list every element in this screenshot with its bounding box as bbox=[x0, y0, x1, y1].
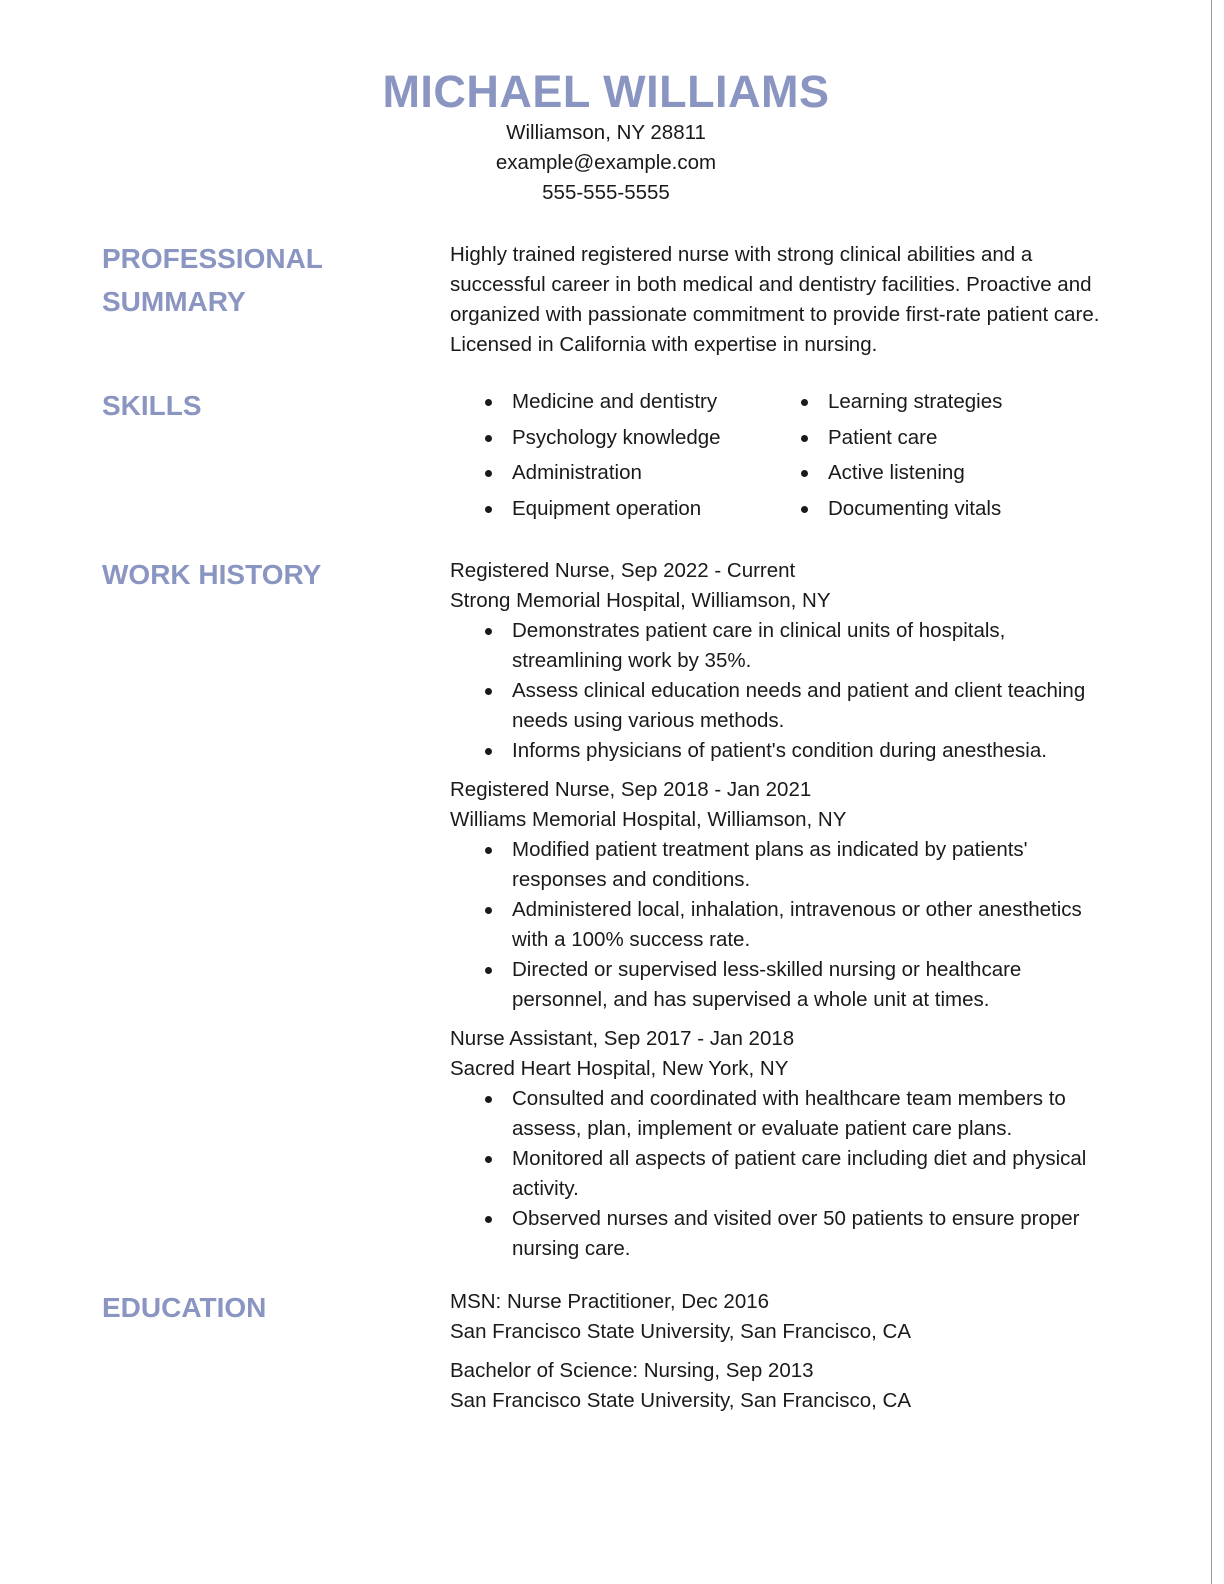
summary-body bbox=[450, 240, 1120, 360]
skill-item: Administration bbox=[484, 455, 800, 491]
job-employer: Strong Memorial Hospital, Williamson, NY bbox=[450, 589, 831, 612]
skill-item: Learning strategies bbox=[800, 384, 1116, 420]
skills-body bbox=[450, 384, 1120, 526]
skill-item: Medicine and dentistry bbox=[484, 384, 800, 420]
page-edge-divider bbox=[1211, 0, 1212, 1584]
skill-item: Documenting vitals bbox=[800, 491, 1116, 527]
job-entry bbox=[450, 1024, 1120, 1264]
education-school: San Francisco State University, San Francisco, CA bbox=[450, 1389, 912, 1412]
education-entry bbox=[450, 1356, 1120, 1416]
job-entry bbox=[450, 775, 1120, 1015]
candidate-name: MICHAEL WILLIAMS bbox=[382, 66, 830, 117]
skill-item: Patient care bbox=[800, 420, 1116, 456]
education-degree: MSN: Nurse Practitioner, Dec 2016 bbox=[450, 1290, 770, 1313]
skills-grid bbox=[450, 384, 1120, 526]
job-duty-item: Consulted and coordinated with healthcare team members to assess, plan, implement or evaluate patient care plans. bbox=[512, 1084, 1120, 1144]
skills-column-left bbox=[484, 384, 800, 526]
education-entry bbox=[450, 1287, 1120, 1347]
summary-heading-line1: PROFESSIONAL bbox=[102, 243, 323, 274]
resume-header bbox=[0, 66, 1212, 208]
education-body bbox=[450, 1287, 1120, 1425]
contact-email: example@example.com bbox=[495, 151, 717, 174]
work-history-heading: WORK HISTORY bbox=[102, 559, 322, 590]
job-duty-item: Monitored all aspects of patient care including diet and physical activity. bbox=[512, 1144, 1120, 1204]
job-employer: Williams Memorial Hospital, Williamson, NY bbox=[450, 808, 847, 831]
skill-item: Psychology knowledge bbox=[484, 420, 800, 456]
job-duties bbox=[450, 616, 1120, 766]
skill-item: Equipment operation bbox=[484, 491, 800, 527]
job-duties bbox=[450, 1084, 1120, 1264]
job-duty-item: Observed nurses and visited over 50 patients to ensure proper nursing care. bbox=[512, 1204, 1120, 1264]
job-entry bbox=[450, 556, 1120, 766]
skill-item: Active listening bbox=[800, 455, 1116, 491]
job-title: Registered Nurse, Sep 2022 - Current bbox=[450, 559, 796, 582]
education-school: San Francisco State University, San Francisco, CA bbox=[450, 1320, 912, 1343]
work-history-body bbox=[450, 556, 1120, 1273]
job-duties bbox=[450, 835, 1120, 1015]
job-duty-item: Administered local, inhalation, intravenous or other anesthetics with a 100% success rate. bbox=[512, 895, 1120, 955]
education-heading: EDUCATION bbox=[102, 1292, 267, 1323]
job-duty-item: Assess clinical education needs and patient and client teaching needs using various methods. bbox=[512, 676, 1120, 736]
job-title: Registered Nurse, Sep 2018 - Jan 2021 bbox=[450, 778, 812, 801]
contact-phone: 555-555-5555 bbox=[542, 181, 670, 204]
job-duty-item: Informs physicians of patient's condition during anesthesia. bbox=[512, 736, 1120, 766]
job-duty-item: Modified patient treatment plans as indicated by patients' responses and conditions. bbox=[512, 835, 1120, 895]
skills-column-right bbox=[800, 384, 1116, 526]
job-employer: Sacred Heart Hospital, New York, NY bbox=[450, 1057, 789, 1080]
summary-heading-line2: SUMMARY bbox=[102, 286, 246, 317]
job-duty-item: Demonstrates patient care in clinical units of hospitals, streamlining work by 35%. bbox=[512, 616, 1120, 676]
skills-heading: SKILLS bbox=[102, 390, 202, 421]
job-duty-item: Directed or supervised less-skilled nursing or healthcare personnel, and has supervised a whole unit at times. bbox=[512, 955, 1120, 1015]
summary-text: Highly trained registered nurse with strong clinical abilities and a successful career in both medical and dentistry facilities. Proactive and organized with passionate commitment to provide first-rate patient care. Licensed in California with expertise in nursing. bbox=[450, 243, 1100, 356]
summary-heading bbox=[102, 237, 402, 323]
contact-address: Williamson, NY 28811 bbox=[506, 121, 706, 144]
education-degree: Bachelor of Science: Nursing, Sep 2013 bbox=[450, 1359, 814, 1382]
job-title: Nurse Assistant, Sep 2017 - Jan 2018 bbox=[450, 1027, 795, 1050]
